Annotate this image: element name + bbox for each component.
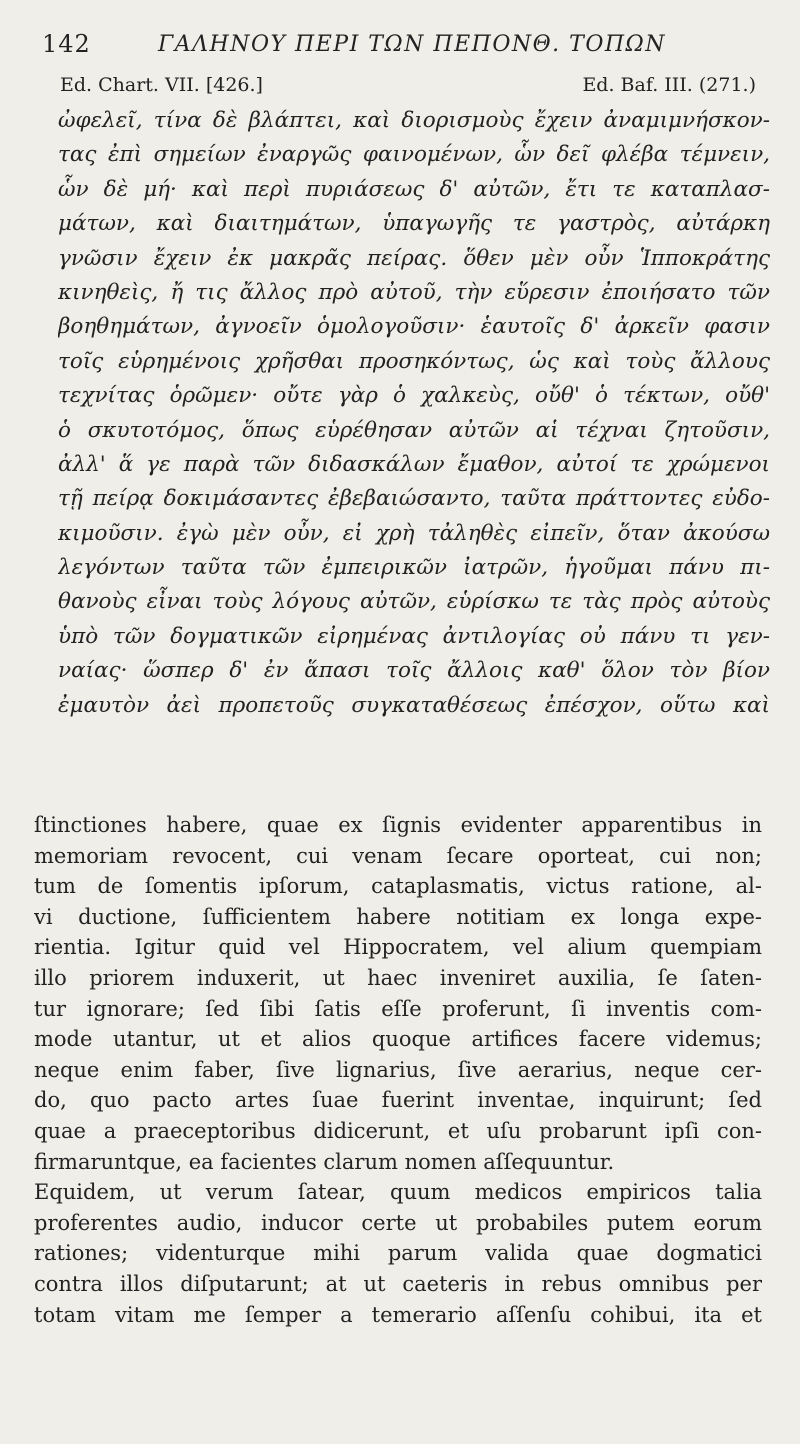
latin-line: memoriam revocent, cui venam ſecare oporteat, cui non; bbox=[34, 843, 762, 868]
latin-line: ſtinctiones habere, quae ex ſignis evidenter apparentibus in bbox=[34, 813, 762, 837]
greek-line: ὁ σκυτοτόμος, ὅπως εὑρέθησαν αὐτῶν αἱ τέχναι ζητοῦσιν, bbox=[58, 417, 770, 443]
greek-line: ὑπὸ τῶν δογματικῶν εἰρημένας ἀντιλογίας οὐ πάνυ τι γεν- bbox=[58, 623, 770, 649]
running-title: ΓΑΛΗΝΟΥ ΠΕΡΙ ΤΩΝ ΠΕΠΟΝΘ. ΤΟΠΩΝ bbox=[158, 32, 667, 57]
greek-line: κιμοῦσιν. ἐγὼ μὲν οὖν, εἰ χρὴ τἀληθὲς εἰπεῖν, ὅταν ἀκούσω bbox=[58, 520, 770, 546]
edition-basel-reference: Ed. Baf. III. (271.) bbox=[582, 74, 756, 96]
greek-line: τεχνίτας ὁρῶμεν· οὔτε γὰρ ὁ χαλκεὺς, οὔθ' ὁ τέκτων, οὔθ' bbox=[58, 383, 770, 409]
greek-line: τοῖς εὑρημένοις χρῆσθαι προσηκόντως, ὡς καὶ τοὺς ἄλλους bbox=[58, 348, 770, 374]
latin-line: quae a praeceptoribus didicerunt, et uſu probarunt ipſi con- bbox=[34, 1118, 762, 1143]
latin-line: totam vitam me ſemper a temerario aſſenſu cohibui, ita et bbox=[34, 1302, 762, 1327]
latin-line: rientia. Igitur quid vel Hippocratem, vel alium quempiam bbox=[34, 935, 762, 960]
latin-line: Equidem, ut verum ſatear, quum medicos empiricos talia bbox=[34, 1180, 762, 1205]
greek-line: τῇ πείρᾳ δοκιμάσαντες ἐβεβαιώσαντο, ταῦτα πράττοντες εὐδο- bbox=[58, 486, 770, 512]
latin-line: do, quo pacto artes ſuae fuerint inventae, inquirunt; ſed bbox=[34, 1088, 762, 1113]
latin-text-block bbox=[34, 810, 762, 1330]
greek-line: ἀλλ' ἅ γε παρὰ τῶν διδασκάλων ἔμαθον, αὐτοί τε χρώμενοι bbox=[58, 451, 770, 477]
latin-line: mode utantur, ut et alios quoque artifices facere videmus; bbox=[34, 1027, 762, 1052]
running-head bbox=[38, 30, 760, 62]
latin-line: firmaruntque, ea facientes clarum nomen aſſequuntur. bbox=[34, 1149, 615, 1174]
latin-line: tum de ſomentis ipſorum, cataplasmatis, victus ratione, al- bbox=[34, 874, 762, 899]
greek-line: ὧν δὲ μή· καὶ περὶ πυριάσεως δ' αὐτῶν, ἔτι τε καταπλασ- bbox=[58, 176, 770, 202]
edition-chartier-reference: Ed. Chart. VII. [426.] bbox=[60, 74, 263, 96]
latin-line: neque enim faber, ſive lignarius, ſive aerarius, neque cer- bbox=[34, 1057, 762, 1082]
greek-line: κινηθεὶς, ἤ τις ἄλλος πρὸ αὐτοῦ, τὴν εὕρεσιν ἐποιήσατο τῶν bbox=[58, 279, 770, 305]
greek-line: γνῶσιν ἔχειν ἐκ μακρᾶς πείρας. ὅθεν μὲν οὖν Ἱπποκράτης bbox=[58, 245, 770, 271]
latin-line: contra illos diſputarunt; at ut caeteris in rebus omnibus per bbox=[34, 1271, 762, 1296]
greek-line: τας ἐπὶ σημείων ἐναργῶς φαινομένων, ὧν δεῖ φλέβα τέμνειν, bbox=[58, 142, 770, 168]
greek-line: θανοὺς εἶναι τοὺς λόγους αὐτῶν, εὑρίσκω τε τὰς πρὸς αὐτοὺς bbox=[58, 589, 770, 615]
greek-line: βοηθημάτων, ἀγνοεῖν ὁμολογοῦσιν· ἑαυτοῖς δ' ἀρκεῖν φασιν bbox=[58, 314, 770, 340]
greek-line: λεγόντων ταῦτα τῶν ἐμπειρικῶν ἰατρῶν, ἡγοῦμαι πάνυ πι- bbox=[58, 555, 770, 581]
page-number: 142 bbox=[42, 30, 91, 58]
greek-line: ναίας· ὥσπερ δ' ἐν ἅπασι τοῖς ἄλλοις καθ' ὅλον τὸν βίον bbox=[58, 658, 770, 684]
edition-references bbox=[40, 74, 760, 100]
greek-line: ὠφελεῖ, τίνα δὲ βλάπτει, καὶ διορισμοὺς ἔχειν ἀναμιμνήσκον- bbox=[58, 108, 770, 133]
latin-line: vi ductione, ſufficientem habere notitiam ex longa expe- bbox=[34, 904, 762, 929]
greek-line: μάτων, καὶ διαιτημάτων, ὑπαγωγῆς τε γαστρὸς, αὐτάρκη bbox=[58, 211, 770, 237]
greek-text-block bbox=[58, 104, 770, 723]
greek-line: ἐμαυτὸν ἀεὶ προπετοῦς συγκαταθέσεως ἐπέσχον, οὕτω καὶ bbox=[58, 692, 770, 718]
latin-line: illo priorem induxerit, ut haec inveniret auxilia, ſe ſaten- bbox=[34, 965, 762, 990]
latin-line: rationes; videnturque mihi parum valida quae dogmatici bbox=[34, 1241, 762, 1266]
latin-line: tur ignorare; ſed ſibi ſatis eſſe proferunt, ſi inventis com- bbox=[34, 996, 762, 1021]
latin-line: proferentes audio, inducor certe ut probabiles putem eorum bbox=[34, 1210, 762, 1235]
